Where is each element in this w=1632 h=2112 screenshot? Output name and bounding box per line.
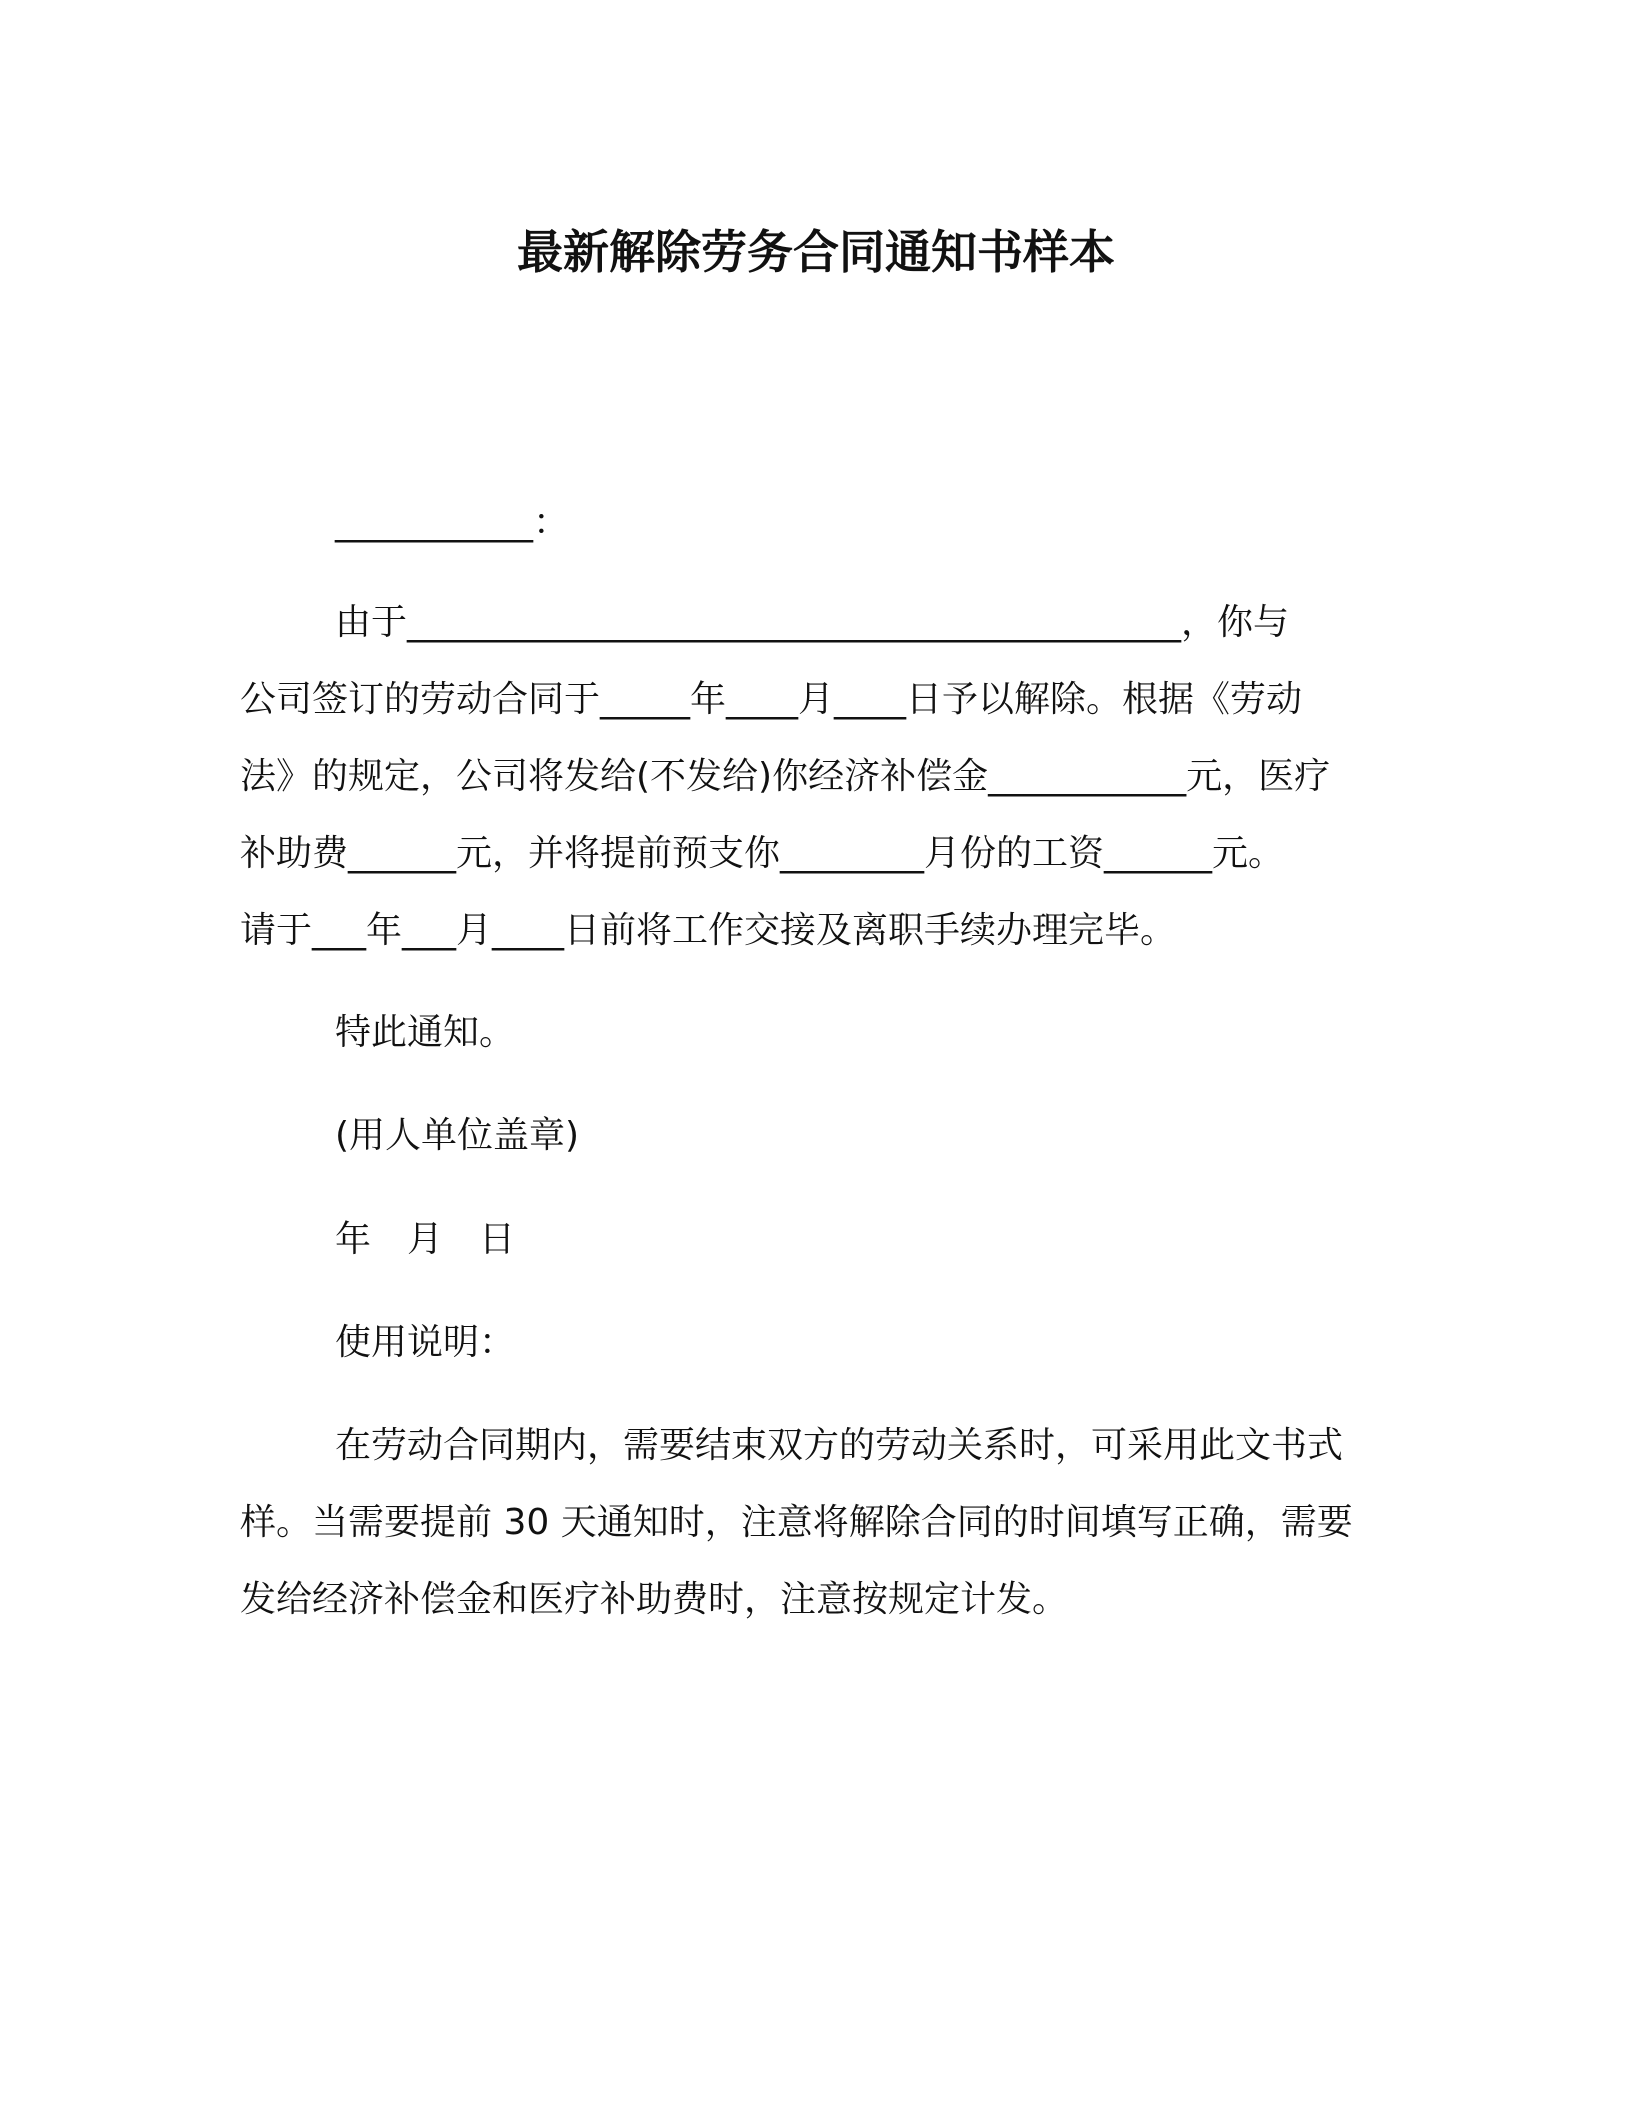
instructions-line-2: 样。当需要提前 30 天通知时，注意将解除合同的时间填写正确，需要: [240, 1502, 1353, 1543]
body-line-1: 由于___________________________________________，你与: [335, 602, 1290, 643]
body-line-3: 法》的规定，公司将发给(不发给)你经济补偿金___________元，医疗: [240, 756, 1331, 797]
salutation-line: ___________：: [335, 502, 570, 543]
body-line-4: 补助费______元，并将提前预支你________月份的工资______元。: [240, 833, 1285, 874]
date-line: 年 月 日: [335, 1219, 516, 1260]
body-line-5: 请于___年___月____日前将工作交接及离职手续办理完毕。: [240, 910, 1177, 951]
closing-line: 特此通知。: [335, 1012, 516, 1053]
document-title: 最新解除劳务合同通知书样本: [517, 225, 1115, 279]
instructions-heading: 使用说明：: [335, 1322, 516, 1363]
instructions-line-1: 在劳动合同期内，需要结束双方的劳动关系时，可采用此文书式: [335, 1425, 1344, 1466]
instructions-line-3: 发给经济补偿金和医疗补助费时，注意按规定计发。: [240, 1579, 1069, 1620]
body-line-2: 公司签订的劳动合同于_____年____月____日予以解除。根据《劳动: [240, 679, 1303, 720]
seal-line: (用人单位盖章): [335, 1115, 580, 1156]
